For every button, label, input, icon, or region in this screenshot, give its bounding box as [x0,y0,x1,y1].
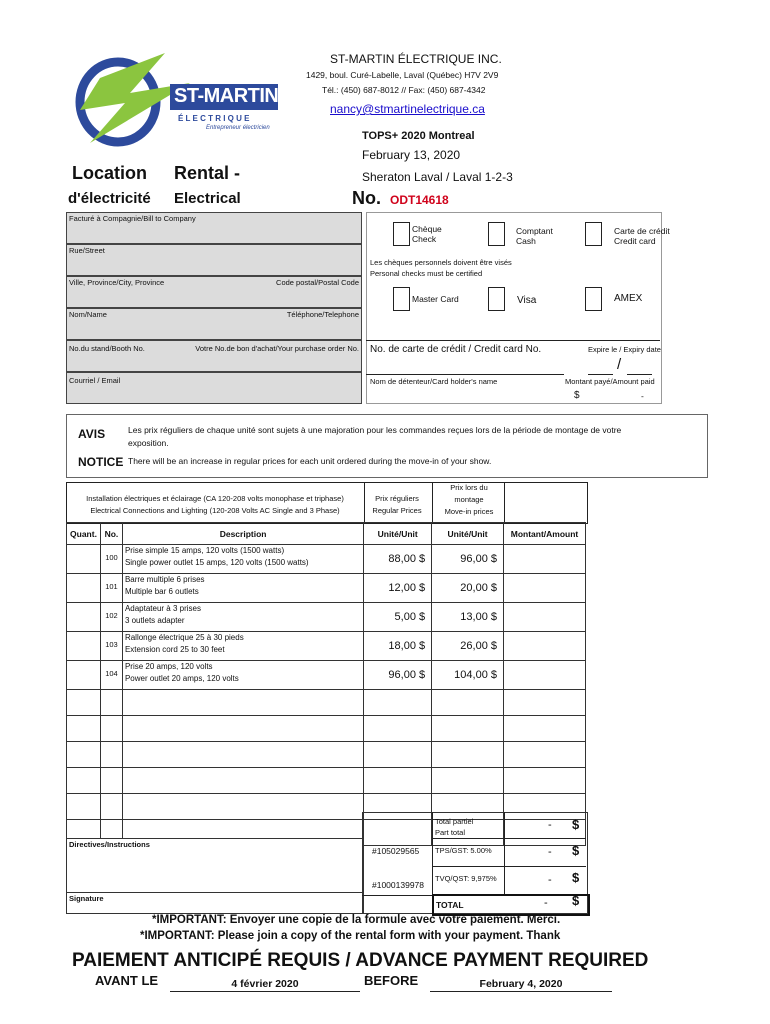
table-row [67,661,586,690]
total-dash: - [544,897,548,909]
subtotal-dollar: $ [572,817,580,832]
event-venue: Sheraton Laval / Laval 1-2-3 [362,170,513,184]
title-electricite: d'électricité [68,190,151,207]
item-number: 104 [100,661,122,690]
amount-cell[interactable] [504,661,586,690]
street-label: Rue/Street [69,246,105,255]
amount-cell[interactable] [504,768,586,794]
totals-divider-1 [432,812,433,896]
date-en-field[interactable] [430,974,612,992]
col-unit2-header: Unité/Unit [432,523,504,545]
total-dollar: $ [572,893,580,908]
col-no-header: No. [100,523,122,545]
item-number-input[interactable] [100,768,122,794]
signature-field[interactable] [66,892,364,914]
directives-label: Directives/Instructions [69,840,150,849]
amount-cell[interactable] [504,690,586,716]
logo-tagline: Entrepreneur électricien [206,125,270,131]
mastercard-label: Master Card [412,294,459,304]
expiry-line-1[interactable] [588,374,613,375]
amount-paid-symbol: $ [574,390,580,401]
mastercard-checkbox[interactable] [393,287,410,311]
company-logo [70,48,280,148]
totals-divider-2 [504,812,505,896]
card-holder-label: Nom de détenteur/Card holder's name [370,377,498,386]
street-field[interactable] [66,244,362,276]
item-description-fr: Prise simple 15 amps, 120 volts (1500 watts) [124,546,285,555]
header-divider-1 [364,482,365,522]
description-input[interactable] [122,794,363,820]
regular-price: 88,00 $ [364,545,432,574]
description-input[interactable] [122,768,363,794]
visa-label: Visa [517,295,537,306]
regular-price: 18,00 $ [364,632,432,661]
regular-price: 12,00 $ [364,574,432,603]
date-fr-field[interactable] [170,974,360,992]
before-label: BEFORE [364,973,419,988]
movein-price-cell[interactable] [432,742,504,768]
quantity-input[interactable] [67,690,101,716]
description-input[interactable] [122,742,363,768]
qst-dollar: $ [572,870,580,885]
subtotal-dash: - [548,819,552,831]
item-description-en: Extension cord 25 to 30 feet [124,645,225,654]
logo-subtext: É L E C T R I Q U E [178,114,250,123]
cheque-note: Les chèques personnels doivent être visés Personal checks must be certified [370,258,512,278]
table-row-empty [67,690,586,716]
table-row [67,632,586,661]
notice-text: There will be an increase in regular prices for each unit ordered during the move-in of your show. [128,456,492,466]
table-row-empty [67,742,586,768]
quantity-input[interactable] [67,574,101,603]
amount-cell[interactable] [504,574,586,603]
movein-price-cell[interactable] [432,716,504,742]
header-divider-2 [432,482,433,522]
movein-price: 20,00 $ [432,574,504,603]
item-description [122,632,363,661]
quantity-input[interactable] [67,632,101,661]
table-row-empty [67,716,586,742]
visa-checkbox[interactable] [488,287,505,311]
item-description [122,661,363,690]
regular-prices-header: Prix réguliers Regular Prices [372,494,422,515]
cash-checkbox[interactable] [488,222,505,246]
directives-field[interactable] [66,838,364,894]
name-label: Nom/Name [69,310,107,319]
item-description-en: 3 outlets adapter [124,616,185,625]
total-label: TOTAL [436,900,464,910]
expiry-slash: / [617,356,622,373]
item-description [122,603,363,632]
description-input[interactable] [122,690,363,716]
credit-card-label: Carte de crédit Credit card [614,226,670,246]
regular-price-cell[interactable] [364,690,432,716]
amount-cell[interactable] [504,603,586,632]
title-electrical: Electrical [174,190,241,207]
city-field[interactable] [66,276,362,308]
col-amount-header: Montant/Amount [504,523,586,545]
quantity-input[interactable] [67,768,101,794]
movein-prices-header: Prix lors du montage Move-in prices [444,483,494,516]
avis-text: Les prix réguliers de chaque unité sont sujets à une majoration pour les commandes reçues lors de la période de montage de votre exposition. [128,425,622,448]
qst-label: TVQ/QST: 9,975% [435,874,497,883]
gst-number: #105029565 [372,846,420,856]
table-row [67,574,586,603]
item-number-input[interactable] [100,690,122,716]
item-description [122,574,363,603]
col-desc-header: Description [122,523,363,545]
amount-cell[interactable] [504,632,586,661]
amount-cell[interactable] [504,742,586,768]
card-holder-field[interactable] [366,374,564,375]
item-description-en: Multiple bar 6 outlets [124,587,199,596]
quantity-input[interactable] [67,661,101,690]
regular-price-cell[interactable] [364,742,432,768]
item-description-en: Single power outlet 15 amps, 120 volts (1500 watts) [124,558,309,567]
credit-card-checkbox[interactable] [585,222,602,246]
items-body [67,545,586,846]
col-unit1-header: Unité/Unit [364,523,432,545]
signature-label: Signature [69,894,104,903]
item-description-fr: Rallonge électrique 25 à 30 pieds [124,633,244,642]
cheque-checkbox[interactable] [393,222,410,246]
important-en: *IMPORTANT: Please join a copy of the rental form with your payment. Thank [140,930,561,942]
table-intro: Installation électriques et éclairage (CA 120-208 volts monophase et triphase) Electrical Connections and Lighting (120-208 Volts AC Single and 3 Phase) [86,494,344,515]
amount-cell[interactable] [504,545,586,574]
company-email-link[interactable]: nancy@stmartinelectrique.ca [330,102,485,116]
item-number-input[interactable] [100,794,122,820]
item-number: 100 [100,545,122,574]
amex-checkbox[interactable] [585,287,602,311]
header-divider-3 [504,482,505,522]
quantity-input[interactable] [67,545,101,574]
important-fr: *IMPORTANT: Envoyer une copie de la formule avec votre paiement. Merci. [152,914,561,926]
item-number-input[interactable] [100,716,122,742]
amex-label: AMEX [614,293,643,304]
title-location: Location [72,163,147,183]
gst-dollar: $ [572,843,580,858]
regular-price: 5,00 $ [364,603,432,632]
item-number-input[interactable] [100,742,122,768]
billed-to-field[interactable] [66,212,362,244]
amount-paid-value: - [641,391,644,401]
item-number: 103 [100,632,122,661]
description-input[interactable] [122,716,363,742]
qst-number: #1000139978 [372,880,425,890]
cheque-label: Chèque Check [412,224,442,244]
gst-dash: - [548,846,552,858]
movein-price: 26,00 $ [432,632,504,661]
movein-price-cell[interactable] [432,768,504,794]
table-row [67,545,586,574]
gst-label: TPS/GST: 5.00% [435,846,492,855]
quantity-input[interactable] [67,716,101,742]
items-table [66,522,586,846]
amount-cell[interactable] [504,716,586,742]
item-description-fr: Adaptateur à 3 prises [124,604,201,613]
advance-payment-heading: PAIEMENT ANTICIPÉ REQUIS / ADVANCE PAYMENT REQUIRED [72,950,649,971]
avis-label: AVIS [78,427,106,441]
email-label: Courriel / Email [69,376,121,385]
quantity-input[interactable] [67,603,101,632]
quantity-input[interactable] [67,742,101,768]
qst-dash: - [548,874,552,886]
totals-row-line-1 [432,838,586,839]
postal-label: Code postal/Postal Code [276,278,359,287]
item-number: 101 [100,574,122,603]
regular-price: 96,00 $ [364,661,432,690]
po-label: Votre No.de bon d'achat/Your purchase order No. [195,344,359,353]
notice-label: NOTICE [78,455,124,469]
subtotal-label: Total partiel Part total [435,817,474,837]
movein-price: 104,00 $ [432,661,504,690]
table-row [67,603,586,632]
billed-to-label: Facturé à Compagnie/Bill to Company [69,214,196,223]
item-description [122,545,363,574]
company-phone-fax: Tél.: (450) 687-8012 // Fax: (450) 687-4342 [322,85,486,95]
col-quant-header: Quant. [67,523,101,545]
event-date: February 13, 2020 [362,148,461,162]
table-row-empty [67,768,586,794]
company-name: ST-MARTIN ÉLECTRIQUE INC. [330,52,502,66]
event-name: TOPS+ 2020 Montreal [362,130,475,142]
booth-field[interactable] [66,340,362,372]
totals-row-line-2 [432,866,586,867]
movein-price: 96,00 $ [432,545,504,574]
item-number: 102 [100,603,122,632]
city-label: Ville, Province/City, Province [69,278,165,287]
card-number-label: No. de carte de crédit / Credit card No. [370,344,542,355]
logo-text: ST-MARTIN [174,85,279,107]
title-rental: Rental - [174,163,241,183]
booth-label: No.du stand/Booth No. [69,344,145,353]
amount-paid-label: Montant payé/Amount paid [565,377,655,386]
expiry-line-2[interactable] [627,374,652,375]
quantity-input[interactable] [67,794,101,820]
item-description-fr: Barre multiple 6 prises [124,575,205,584]
regular-price-cell[interactable] [364,768,432,794]
movein-price: 13,00 $ [432,603,504,632]
order-number: ODT14618 [390,193,449,207]
name-field[interactable] [66,308,362,340]
movein-price-cell[interactable] [432,690,504,716]
item-description-en: Power outlet 20 amps, 120 volts [124,674,239,683]
expiry-label: Expire le / Expiry date [588,345,661,354]
order-no-label: No. [352,188,381,208]
cash-label: Comptant Cash [516,226,553,246]
item-description-fr: Prise 20 amps, 120 volts [124,662,213,671]
company-address: 1429, boul. Curé-Labelle, Laval (Québec) H7V 2V9 [306,70,499,80]
date-fr: 4 février 2020 [231,978,299,990]
email-field[interactable] [66,372,362,404]
date-en: February 4, 2020 [479,978,563,990]
phone-label: Téléphone/Telephone [286,310,359,319]
regular-price-cell[interactable] [364,716,432,742]
avant-le-label: AVANT LE [95,973,159,988]
